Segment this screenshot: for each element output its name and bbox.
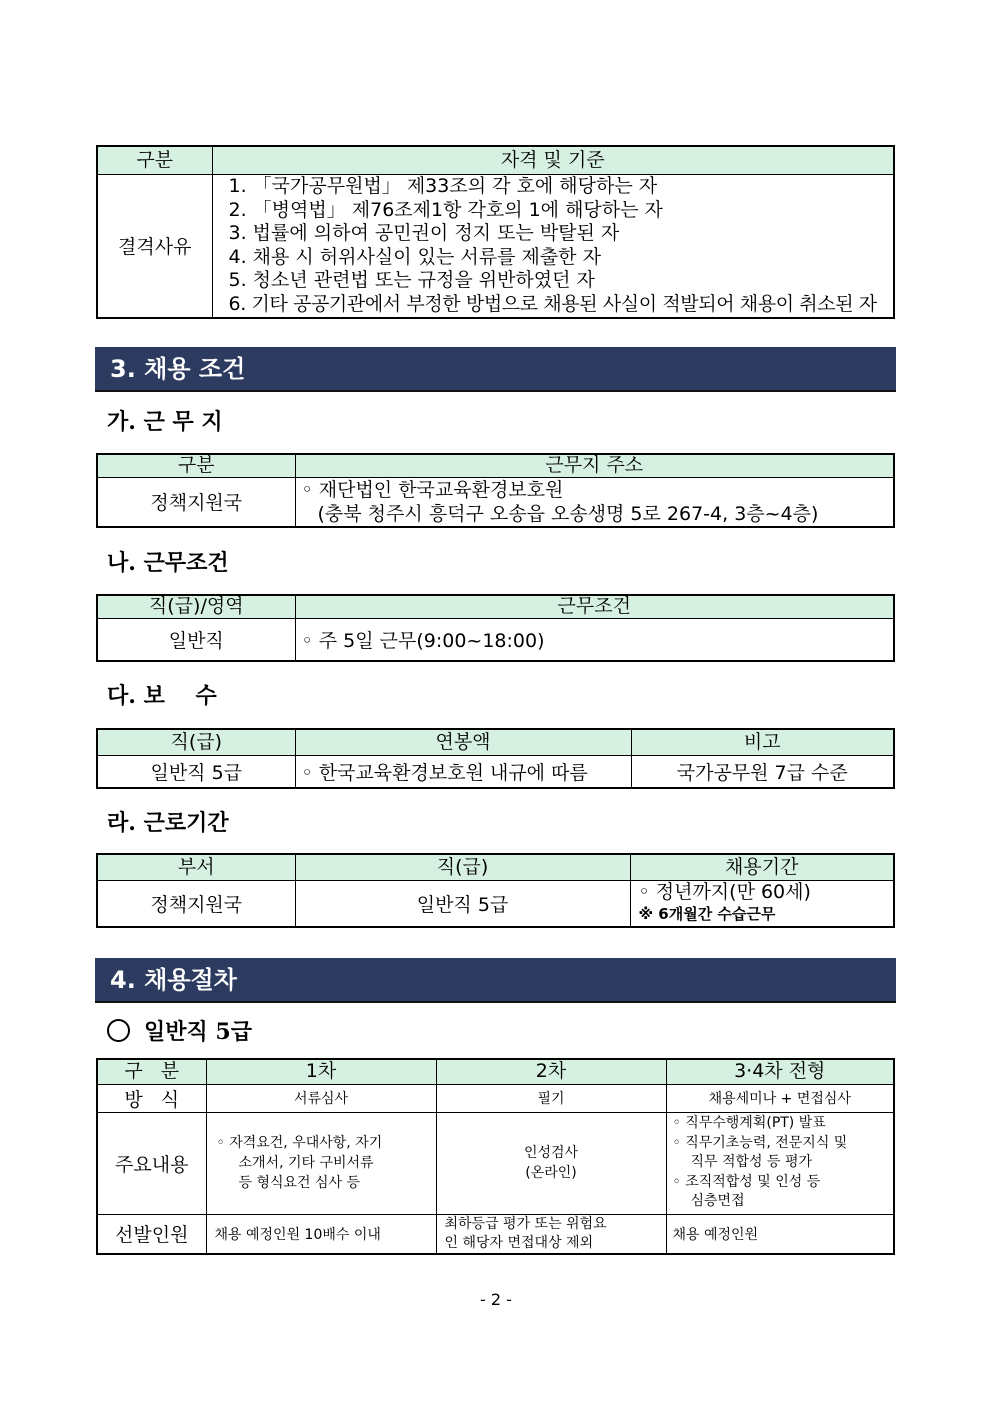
- header-category: 구 분: [97, 1059, 206, 1084]
- pay-grade: 일반직 5급: [97, 755, 295, 788]
- method-label: 방 식: [97, 1084, 206, 1112]
- header-grade: 직(급): [97, 729, 295, 755]
- content-line: 인성검사: [523, 1145, 579, 1161]
- header-salary: 연봉액: [295, 729, 631, 755]
- list-item: 5. 청소년 관련법 또는 규정을 위반하였던 자: [228, 269, 595, 292]
- content-line: ◦ 직무수행계획(PT) 발표: [672, 1115, 826, 1132]
- header-stage-2: 2차: [436, 1059, 666, 1084]
- select-line: 인 해당자 면접대상 제외: [444, 1234, 594, 1251]
- content-line: 소개서, 기타 구비서류: [238, 1155, 374, 1171]
- method-stage-1: 서류심사: [206, 1084, 436, 1112]
- content-stage-1: [206, 1112, 436, 1214]
- select-stage-1: 채용 예정인원 10배수 이내: [206, 1214, 436, 1254]
- conditions-detail: ◦ 주 5일 근무(9:00~18:00): [295, 618, 894, 661]
- disqualification-label: 결격사유: [97, 174, 212, 318]
- workplace-dept: 정책지원국: [97, 477, 295, 527]
- period-dept: 정책지원국: [97, 880, 295, 927]
- content-line: 직무 적합성 등 평가: [690, 1154, 813, 1171]
- select-stage-3-4: 채용 예정인원: [666, 1214, 894, 1254]
- content-label: 주요내용: [97, 1112, 206, 1214]
- content-stage-2: [436, 1112, 666, 1214]
- period-term: [630, 880, 894, 927]
- term-value: ◦ 정년까지(만 60세): [638, 881, 811, 904]
- method-stage-3-4: 채용세미나 + 면접심사: [666, 1084, 894, 1112]
- header-stage-3-4: 3·4차 전형: [666, 1059, 894, 1084]
- header-category: 구분: [97, 454, 295, 477]
- content-line: ◦ 직무기초능력, 전문지식 및: [672, 1134, 848, 1151]
- workplace-table: [96, 453, 895, 528]
- period-heading: 라. 근로기간: [107, 810, 229, 836]
- content-line: ◦ 조직적합성 및 인성 등: [672, 1173, 821, 1190]
- list-item: 2. 「병역법」 제76조제1항 각호의 1에 해당하는 자: [228, 198, 663, 221]
- header-stage-1: 1차: [206, 1059, 436, 1084]
- pay-table: [96, 728, 895, 789]
- method-stage-2: 필기: [436, 1084, 666, 1112]
- section-4-title: 4. 채용절차: [95, 958, 896, 1003]
- header-category: 구분: [97, 146, 212, 174]
- header-note: 비고: [631, 729, 894, 755]
- conditions-heading: 나. 근무조건: [107, 550, 229, 576]
- list-item: 4. 채용 시 허위사실이 있는 서류를 제출한 자: [228, 245, 601, 268]
- select-label: 선발인원: [97, 1214, 206, 1254]
- select-stage-2: [436, 1214, 666, 1254]
- header-term: 채용기간: [630, 854, 894, 880]
- section-3-title: 3. 채용 조건: [95, 347, 896, 392]
- header-grade: 직(급)/영역: [97, 595, 295, 618]
- header-conditions: 근무조건: [295, 595, 894, 618]
- conditions-grade: 일반직: [97, 618, 295, 661]
- header-dept: 부서: [97, 854, 295, 880]
- header-address: 근무지 주소: [295, 454, 894, 477]
- list-item: 6. 기타 공공기관에서 부정한 방법으로 채용된 사실이 적발되어 채용이 취소된 자: [228, 292, 877, 315]
- period-table: [96, 853, 895, 928]
- workplace-address: [295, 477, 894, 527]
- term-note: ※ 6개월간 수습근무: [638, 905, 776, 924]
- disqualification-list: [212, 174, 894, 318]
- content-line: 등 형식요건 심사 등: [238, 1175, 361, 1191]
- procedure-subheading: [107, 1015, 252, 1046]
- header-criteria: 자격 및 기준: [212, 146, 894, 174]
- conditions-table: [96, 594, 895, 662]
- list-item: 3. 법률에 의하여 공민권이 정지 또는 박탈된 자: [228, 222, 620, 245]
- content-line: (온라인): [525, 1165, 577, 1181]
- address-line-2: (충북 청주시 흥덕구 오송읍 오송생명 5로 267-4, 3층~4층): [317, 502, 819, 525]
- pay-salary: ◦ 한국교육환경보호원 내규에 따름: [295, 755, 631, 788]
- content-stage-3-4: [666, 1112, 894, 1214]
- pay-heading: 다. 보 수: [107, 683, 217, 709]
- disqualification-table: [96, 145, 895, 319]
- select-line: 최하등급 평가 또는 위험요: [444, 1215, 607, 1232]
- list-item: 1. 「국가공무원법」 제33조의 각 호에 해당하는 자: [228, 175, 658, 198]
- page-number: - 2 -: [480, 1290, 512, 1309]
- address-line-1: ◦ 재단법인 한국교육환경보호원: [301, 478, 564, 501]
- pay-note: 국가공무원 7급 수준: [631, 755, 894, 788]
- content-line: 심층면접: [690, 1193, 745, 1210]
- header-grade: 직(급): [295, 854, 630, 880]
- subheading-text: 일반직 5급: [144, 1019, 252, 1045]
- period-grade: 일반직 5급: [295, 880, 630, 927]
- content-line: ◦ 자격요건, 우대사항, 자기: [216, 1135, 383, 1151]
- procedure-table: [96, 1058, 895, 1255]
- circle-icon: [107, 1019, 130, 1042]
- workplace-heading: 가. 근 무 지: [107, 409, 223, 435]
